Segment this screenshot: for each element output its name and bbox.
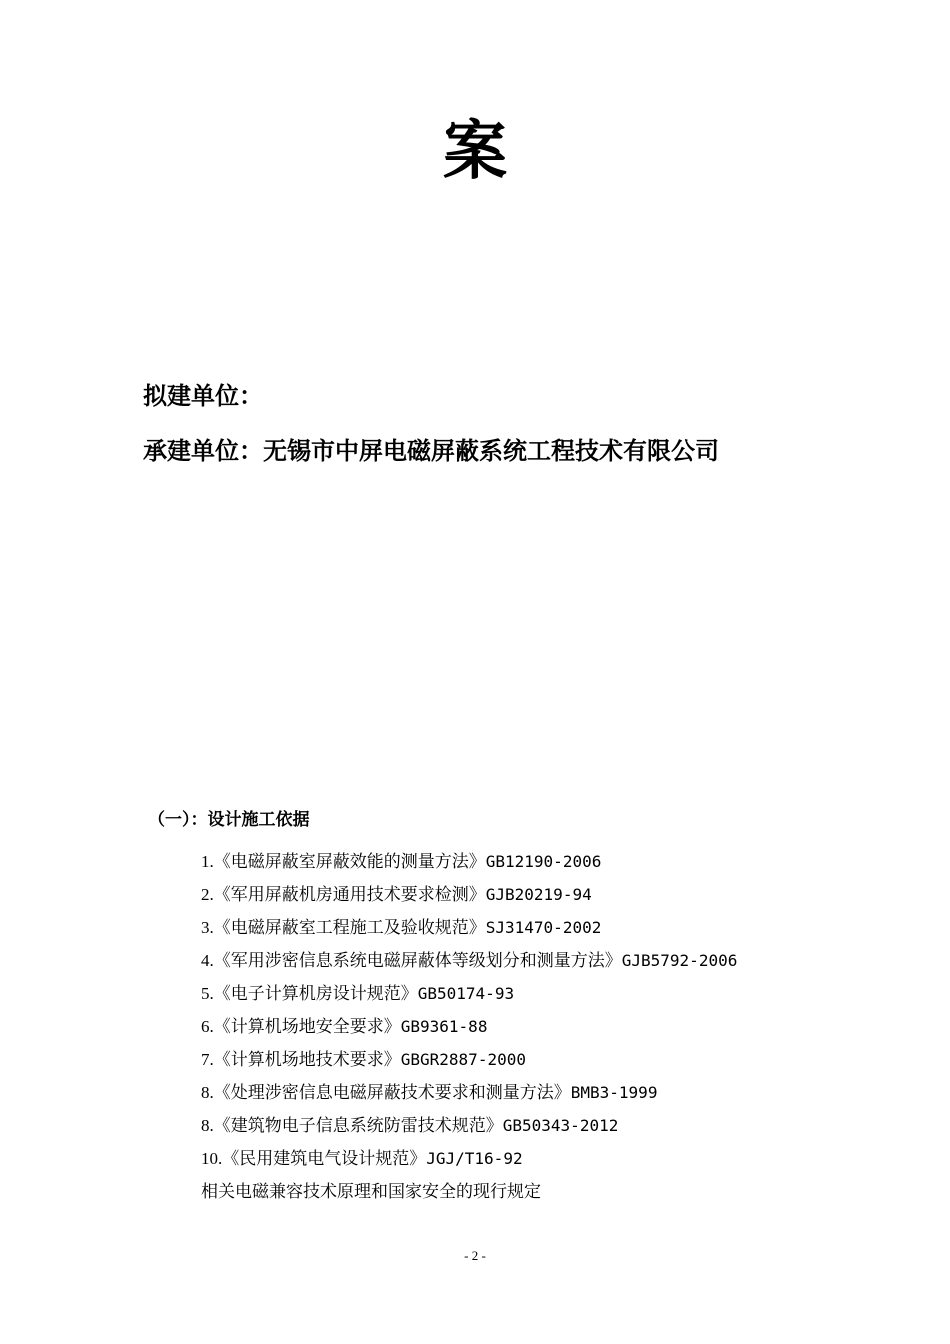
list-item: 2.《军用屏蔽机房通用技术要求检测》GJB20219-94	[201, 885, 592, 905]
reference-list	[201, 848, 737, 1211]
list-item: 8.《建筑物电子信息系统防雷技术规范》GB50343-2012	[201, 1116, 619, 1136]
page-number: - 2 -	[464, 1248, 486, 1263]
contractor-unit-label: 承建单位：无锡市中屏电磁屏蔽系统工程技术有限公司	[143, 437, 719, 465]
list-item: 8.《处理涉密信息电磁屏蔽技术要求和测量方法》BMB3-1999	[201, 1083, 658, 1103]
list-item: 3.《电磁屏蔽室工程施工及验收规范》SJ31470-2002	[201, 918, 602, 938]
section-heading: （一）：设计施工依据	[148, 810, 310, 830]
list-item: 1.《电磁屏蔽室屏蔽效能的测量方法》GB12190-2006	[201, 852, 602, 872]
list-item: 7.《计算机场地技术要求》GBGR2887-2000	[201, 1050, 526, 1070]
list-item: 5.《电子计算机房设计规范》GB50174-93	[201, 984, 515, 1004]
list-item: 10.《民用建筑电气设计规范》JGJ/T16-92	[201, 1149, 523, 1169]
document-title: 案	[443, 115, 507, 189]
list-item: 相关电磁兼容技术原理和国家安全的现行规定	[201, 1182, 541, 1202]
list-item: 6.《计算机场地安全要求》GB9361-88	[201, 1017, 488, 1037]
proposed-unit-label: 拟建单位：	[143, 382, 263, 410]
list-item: 4.《军用涉密信息系统电磁屏蔽体等级划分和测量方法》GJB5792-2006	[201, 951, 738, 971]
